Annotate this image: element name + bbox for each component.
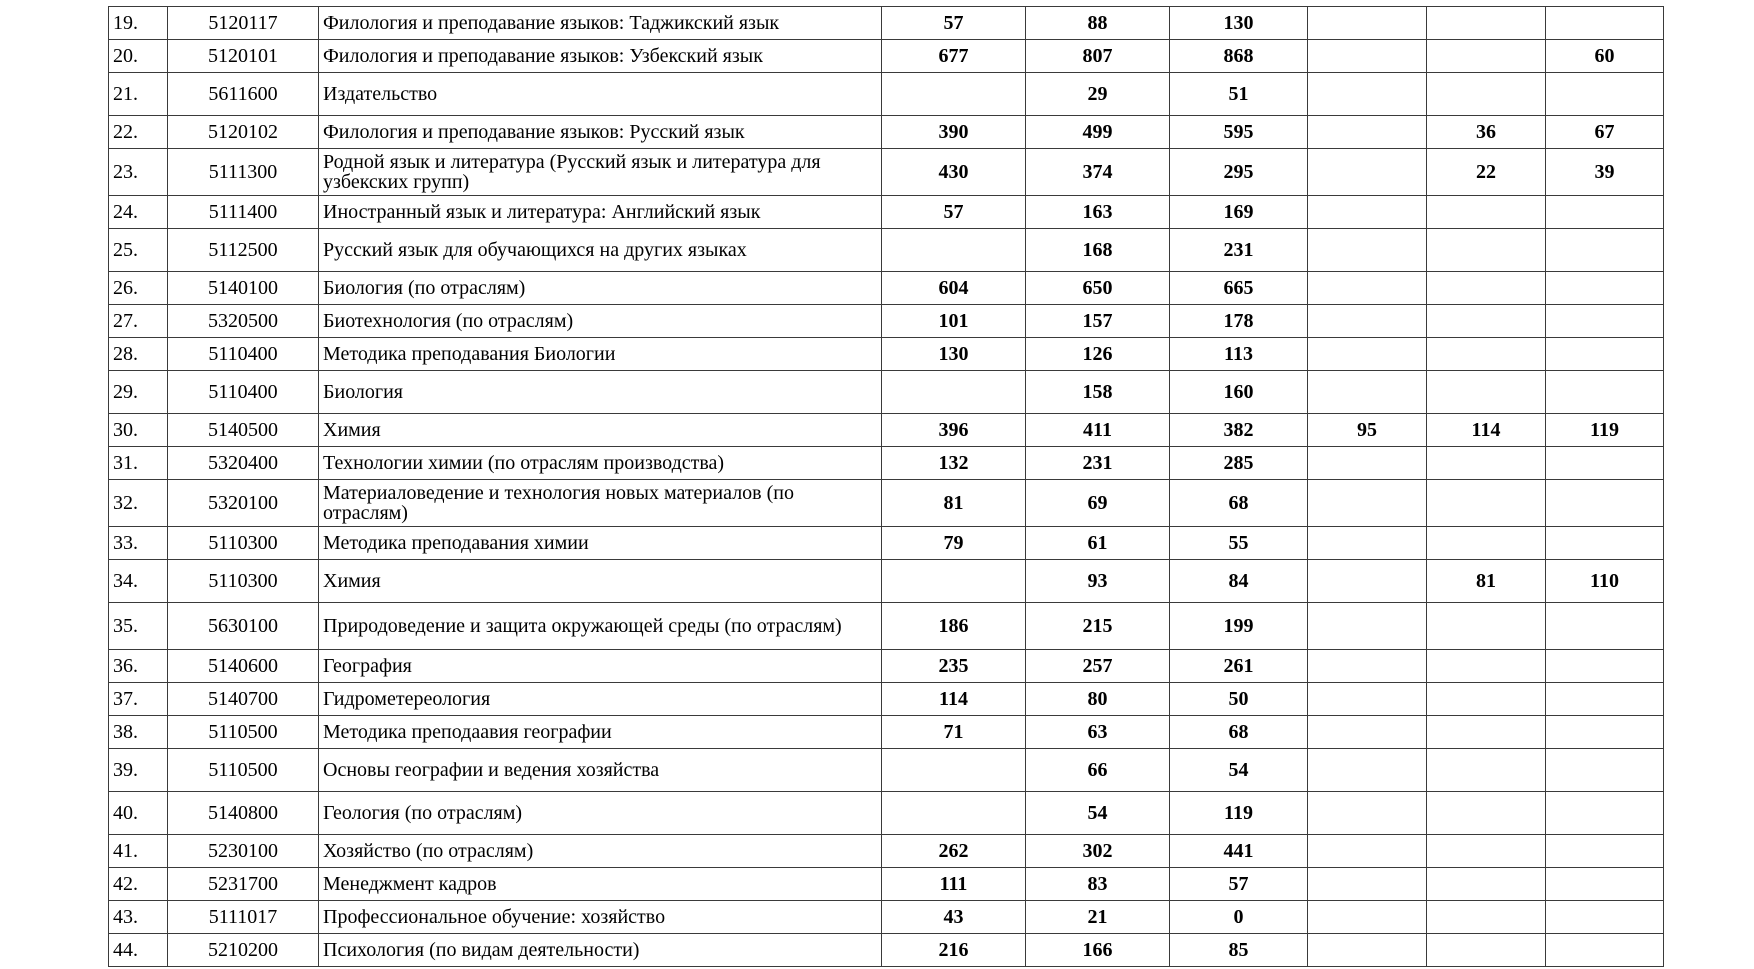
table-row [109, 7, 1664, 40]
value-cell-5 [1427, 272, 1546, 305]
specialty-name-cell: Геология (по отраслям) [319, 792, 882, 835]
specialty-code-cell: 5210200 [168, 934, 319, 967]
specialty-name-cell: Хозяйство (по отраслям) [319, 835, 882, 868]
specialty-name-cell: Иностранный язык и литература: Английский язык [319, 196, 882, 229]
value-cell-2: 29 [1026, 73, 1170, 116]
value-cell-2: 88 [1026, 7, 1170, 40]
table-row [109, 683, 1664, 716]
value-cell-2: 66 [1026, 749, 1170, 792]
value-cell-2: 157 [1026, 305, 1170, 338]
value-cell-5 [1427, 371, 1546, 414]
value-cell-1: 71 [882, 716, 1026, 749]
value-cell-5 [1427, 447, 1546, 480]
value-cell-1: 81 [882, 480, 1026, 527]
specialty-code-cell: 5231700 [168, 868, 319, 901]
specialty-code-cell: 5110300 [168, 560, 319, 603]
value-cell-1: 132 [882, 447, 1026, 480]
row-number-cell: 24. [109, 196, 168, 229]
specialty-name-cell: Биология (по отраслям) [319, 272, 882, 305]
value-cell-2: 80 [1026, 683, 1170, 716]
value-cell-1 [882, 792, 1026, 835]
value-cell-2: 83 [1026, 868, 1170, 901]
value-cell-3: 130 [1170, 7, 1308, 40]
value-cell-6: 110 [1546, 560, 1664, 603]
value-cell-4 [1308, 792, 1427, 835]
row-number-cell: 32. [109, 480, 168, 527]
specialty-name-cell: Родной язык и литература (Русский язык и литература для узбекских групп) [319, 149, 882, 196]
value-cell-1 [882, 371, 1026, 414]
value-cell-5 [1427, 835, 1546, 868]
value-cell-1: 114 [882, 683, 1026, 716]
row-number-cell: 22. [109, 116, 168, 149]
table-row [109, 414, 1664, 447]
value-cell-5 [1427, 792, 1546, 835]
specialty-code-cell: 5111017 [168, 901, 319, 934]
value-cell-3: 68 [1170, 480, 1308, 527]
value-cell-3: 55 [1170, 527, 1308, 560]
value-cell-3: 295 [1170, 149, 1308, 196]
row-number-cell: 36. [109, 650, 168, 683]
value-cell-6 [1546, 901, 1664, 934]
value-cell-6: 67 [1546, 116, 1664, 149]
value-cell-4 [1308, 73, 1427, 116]
value-cell-2: 499 [1026, 116, 1170, 149]
specialty-name-cell: Материаловедение и технология новых материалов (по отраслям) [319, 480, 882, 527]
row-number-cell: 37. [109, 683, 168, 716]
value-cell-6 [1546, 683, 1664, 716]
specialty-code-cell: 5140100 [168, 272, 319, 305]
value-cell-5 [1427, 901, 1546, 934]
value-cell-4 [1308, 229, 1427, 272]
value-cell-4 [1308, 480, 1427, 527]
value-cell-3: 84 [1170, 560, 1308, 603]
specialty-name-cell: Методика преподавания Биологии [319, 338, 882, 371]
value-cell-4 [1308, 305, 1427, 338]
value-cell-6 [1546, 716, 1664, 749]
table-row [109, 116, 1664, 149]
table-body [109, 7, 1664, 967]
value-cell-1: 216 [882, 934, 1026, 967]
table-row [109, 447, 1664, 480]
value-cell-6: 119 [1546, 414, 1664, 447]
value-cell-4 [1308, 749, 1427, 792]
value-cell-5 [1427, 480, 1546, 527]
specialty-code-cell: 5120102 [168, 116, 319, 149]
value-cell-5 [1427, 229, 1546, 272]
specialty-code-cell: 5110400 [168, 371, 319, 414]
specialty-code-cell: 5320400 [168, 447, 319, 480]
value-cell-6: 39 [1546, 149, 1664, 196]
specialty-code-cell: 5120117 [168, 7, 319, 40]
table-row [109, 934, 1664, 967]
value-cell-5 [1427, 40, 1546, 73]
value-cell-1: 57 [882, 196, 1026, 229]
value-cell-2: 807 [1026, 40, 1170, 73]
specialties-table [108, 6, 1664, 967]
value-cell-6 [1546, 934, 1664, 967]
value-cell-6 [1546, 480, 1664, 527]
row-number-cell: 44. [109, 934, 168, 967]
value-cell-5 [1427, 749, 1546, 792]
specialty-name-cell: Природоведение и защита окружающей среды (по отраслям) [319, 603, 882, 650]
value-cell-2: 21 [1026, 901, 1170, 934]
row-number-cell: 28. [109, 338, 168, 371]
value-cell-6 [1546, 196, 1664, 229]
specialty-code-cell: 5120101 [168, 40, 319, 73]
value-cell-2: 215 [1026, 603, 1170, 650]
value-cell-4 [1308, 868, 1427, 901]
value-cell-4 [1308, 934, 1427, 967]
value-cell-6 [1546, 305, 1664, 338]
value-cell-2: 126 [1026, 338, 1170, 371]
value-cell-2: 411 [1026, 414, 1170, 447]
value-cell-5 [1427, 868, 1546, 901]
row-number-cell: 21. [109, 73, 168, 116]
value-cell-3: 113 [1170, 338, 1308, 371]
specialty-name-cell: Издательство [319, 73, 882, 116]
row-number-cell: 35. [109, 603, 168, 650]
specialty-code-cell: 5111300 [168, 149, 319, 196]
value-cell-2: 54 [1026, 792, 1170, 835]
specialty-name-cell: Русский язык для обучающихся на других языках [319, 229, 882, 272]
value-cell-3: 51 [1170, 73, 1308, 116]
value-cell-5 [1427, 338, 1546, 371]
specialty-code-cell: 5630100 [168, 603, 319, 650]
value-cell-6 [1546, 650, 1664, 683]
table-row [109, 650, 1664, 683]
specialty-name-cell: Химия [319, 414, 882, 447]
value-cell-3: 261 [1170, 650, 1308, 683]
value-cell-4 [1308, 447, 1427, 480]
value-cell-3: 231 [1170, 229, 1308, 272]
value-cell-5: 22 [1427, 149, 1546, 196]
table-row [109, 792, 1664, 835]
value-cell-1: 262 [882, 835, 1026, 868]
table-row [109, 527, 1664, 560]
row-number-cell: 26. [109, 272, 168, 305]
value-cell-4 [1308, 40, 1427, 73]
value-cell-1: 130 [882, 338, 1026, 371]
value-cell-5 [1427, 7, 1546, 40]
value-cell-4 [1308, 901, 1427, 934]
specialty-name-cell: Гидрометереология [319, 683, 882, 716]
specialty-name-cell: Филология и преподавание языков: Узбекский язык [319, 40, 882, 73]
value-cell-5 [1427, 934, 1546, 967]
specialty-code-cell: 5110500 [168, 716, 319, 749]
value-cell-1: 111 [882, 868, 1026, 901]
value-cell-4 [1308, 683, 1427, 716]
value-cell-3: 169 [1170, 196, 1308, 229]
specialty-code-cell: 5320100 [168, 480, 319, 527]
value-cell-3: 382 [1170, 414, 1308, 447]
table-row [109, 480, 1664, 527]
value-cell-2: 374 [1026, 149, 1170, 196]
specialty-code-cell: 5112500 [168, 229, 319, 272]
row-number-cell: 40. [109, 792, 168, 835]
value-cell-3: 0 [1170, 901, 1308, 934]
value-cell-1: 186 [882, 603, 1026, 650]
value-cell-4 [1308, 650, 1427, 683]
table-row [109, 272, 1664, 305]
value-cell-4 [1308, 7, 1427, 40]
value-cell-5 [1427, 650, 1546, 683]
value-cell-6 [1546, 371, 1664, 414]
value-cell-4 [1308, 196, 1427, 229]
value-cell-3: 665 [1170, 272, 1308, 305]
value-cell-2: 650 [1026, 272, 1170, 305]
value-cell-5 [1427, 683, 1546, 716]
value-cell-6 [1546, 272, 1664, 305]
table-row [109, 868, 1664, 901]
value-cell-4 [1308, 527, 1427, 560]
table-row [109, 338, 1664, 371]
row-number-cell: 25. [109, 229, 168, 272]
value-cell-2: 168 [1026, 229, 1170, 272]
value-cell-4 [1308, 716, 1427, 749]
value-cell-1 [882, 560, 1026, 603]
table-row [109, 73, 1664, 116]
value-cell-6 [1546, 229, 1664, 272]
value-cell-6 [1546, 603, 1664, 650]
value-cell-3: 119 [1170, 792, 1308, 835]
row-number-cell: 33. [109, 527, 168, 560]
specialty-code-cell: 5110500 [168, 749, 319, 792]
value-cell-1: 604 [882, 272, 1026, 305]
table-row [109, 196, 1664, 229]
value-cell-4 [1308, 149, 1427, 196]
row-number-cell: 29. [109, 371, 168, 414]
value-cell-5: 114 [1427, 414, 1546, 447]
specialty-name-cell: География [319, 650, 882, 683]
value-cell-5 [1427, 716, 1546, 749]
value-cell-3: 178 [1170, 305, 1308, 338]
value-cell-6 [1546, 73, 1664, 116]
row-number-cell: 19. [109, 7, 168, 40]
value-cell-3: 285 [1170, 447, 1308, 480]
value-cell-5 [1427, 73, 1546, 116]
specialty-code-cell: 5110400 [168, 338, 319, 371]
value-cell-5 [1427, 196, 1546, 229]
value-cell-5 [1427, 603, 1546, 650]
specialty-code-cell: 5230100 [168, 835, 319, 868]
specialty-code-cell: 5140700 [168, 683, 319, 716]
value-cell-3: 868 [1170, 40, 1308, 73]
specialty-name-cell: Методика преподаавия географии [319, 716, 882, 749]
value-cell-2: 166 [1026, 934, 1170, 967]
row-number-cell: 30. [109, 414, 168, 447]
value-cell-2: 302 [1026, 835, 1170, 868]
value-cell-1: 79 [882, 527, 1026, 560]
value-cell-3: 57 [1170, 868, 1308, 901]
specialty-code-cell: 5611600 [168, 73, 319, 116]
value-cell-4: 95 [1308, 414, 1427, 447]
specialty-name-cell: Биотехнология (по отраслям) [319, 305, 882, 338]
value-cell-3: 54 [1170, 749, 1308, 792]
value-cell-1 [882, 229, 1026, 272]
value-cell-5: 81 [1427, 560, 1546, 603]
value-cell-5 [1427, 527, 1546, 560]
value-cell-2: 163 [1026, 196, 1170, 229]
specialty-name-cell: Химия [319, 560, 882, 603]
table-row [109, 901, 1664, 934]
row-number-cell: 27. [109, 305, 168, 338]
table-row [109, 40, 1664, 73]
specialty-code-cell: 5140800 [168, 792, 319, 835]
value-cell-3: 68 [1170, 716, 1308, 749]
value-cell-2: 158 [1026, 371, 1170, 414]
value-cell-1: 396 [882, 414, 1026, 447]
value-cell-1: 677 [882, 40, 1026, 73]
value-cell-2: 69 [1026, 480, 1170, 527]
value-cell-1: 390 [882, 116, 1026, 149]
value-cell-1 [882, 73, 1026, 116]
value-cell-1: 101 [882, 305, 1026, 338]
value-cell-6: 60 [1546, 40, 1664, 73]
table-row [109, 835, 1664, 868]
specialty-name-cell: Филология и преподавание языков: Русский язык [319, 116, 882, 149]
value-cell-1: 235 [882, 650, 1026, 683]
value-cell-6 [1546, 7, 1664, 40]
value-cell-4 [1308, 338, 1427, 371]
specialty-name-cell: Биология [319, 371, 882, 414]
value-cell-4 [1308, 560, 1427, 603]
row-number-cell: 31. [109, 447, 168, 480]
row-number-cell: 34. [109, 560, 168, 603]
value-cell-6 [1546, 868, 1664, 901]
value-cell-6 [1546, 792, 1664, 835]
specialty-name-cell: Профессиональное обучение: хозяйство [319, 901, 882, 934]
row-number-cell: 39. [109, 749, 168, 792]
table-row [109, 716, 1664, 749]
specialty-code-cell: 5140500 [168, 414, 319, 447]
value-cell-6 [1546, 527, 1664, 560]
specialty-code-cell: 5110300 [168, 527, 319, 560]
row-number-cell: 23. [109, 149, 168, 196]
value-cell-3: 160 [1170, 371, 1308, 414]
row-number-cell: 43. [109, 901, 168, 934]
value-cell-6 [1546, 338, 1664, 371]
value-cell-3: 441 [1170, 835, 1308, 868]
specialty-code-cell: 5111400 [168, 196, 319, 229]
specialty-name-cell: Основы географии и ведения хозяйства [319, 749, 882, 792]
value-cell-3: 595 [1170, 116, 1308, 149]
specialty-name-cell: Филология и преподавание языков: Таджикский язык [319, 7, 882, 40]
table-row [109, 149, 1664, 196]
row-number-cell: 42. [109, 868, 168, 901]
value-cell-4 [1308, 835, 1427, 868]
value-cell-1 [882, 749, 1026, 792]
row-number-cell: 41. [109, 835, 168, 868]
value-cell-5 [1427, 305, 1546, 338]
value-cell-5: 36 [1427, 116, 1546, 149]
value-cell-4 [1308, 272, 1427, 305]
value-cell-3: 85 [1170, 934, 1308, 967]
specialty-name-cell: Менеджмент кадров [319, 868, 882, 901]
value-cell-6 [1546, 447, 1664, 480]
row-number-cell: 20. [109, 40, 168, 73]
value-cell-6 [1546, 835, 1664, 868]
value-cell-1: 57 [882, 7, 1026, 40]
value-cell-2: 63 [1026, 716, 1170, 749]
table-row [109, 603, 1664, 650]
value-cell-4 [1308, 603, 1427, 650]
specialty-name-cell: Методика преподавания химии [319, 527, 882, 560]
specialty-code-cell: 5320500 [168, 305, 319, 338]
value-cell-1: 43 [882, 901, 1026, 934]
row-number-cell: 38. [109, 716, 168, 749]
value-cell-4 [1308, 116, 1427, 149]
table-row [109, 560, 1664, 603]
value-cell-2: 231 [1026, 447, 1170, 480]
specialty-name-cell: Психология (по видам деятельности) [319, 934, 882, 967]
value-cell-2: 61 [1026, 527, 1170, 560]
table-row [109, 229, 1664, 272]
value-cell-4 [1308, 371, 1427, 414]
table-row [109, 749, 1664, 792]
value-cell-3: 199 [1170, 603, 1308, 650]
value-cell-6 [1546, 749, 1664, 792]
table-row [109, 371, 1664, 414]
value-cell-1: 430 [882, 149, 1026, 196]
value-cell-3: 50 [1170, 683, 1308, 716]
specialty-code-cell: 5140600 [168, 650, 319, 683]
value-cell-2: 93 [1026, 560, 1170, 603]
table-row [109, 305, 1664, 338]
value-cell-2: 257 [1026, 650, 1170, 683]
specialty-name-cell: Технологии химии (по отраслям производства) [319, 447, 882, 480]
